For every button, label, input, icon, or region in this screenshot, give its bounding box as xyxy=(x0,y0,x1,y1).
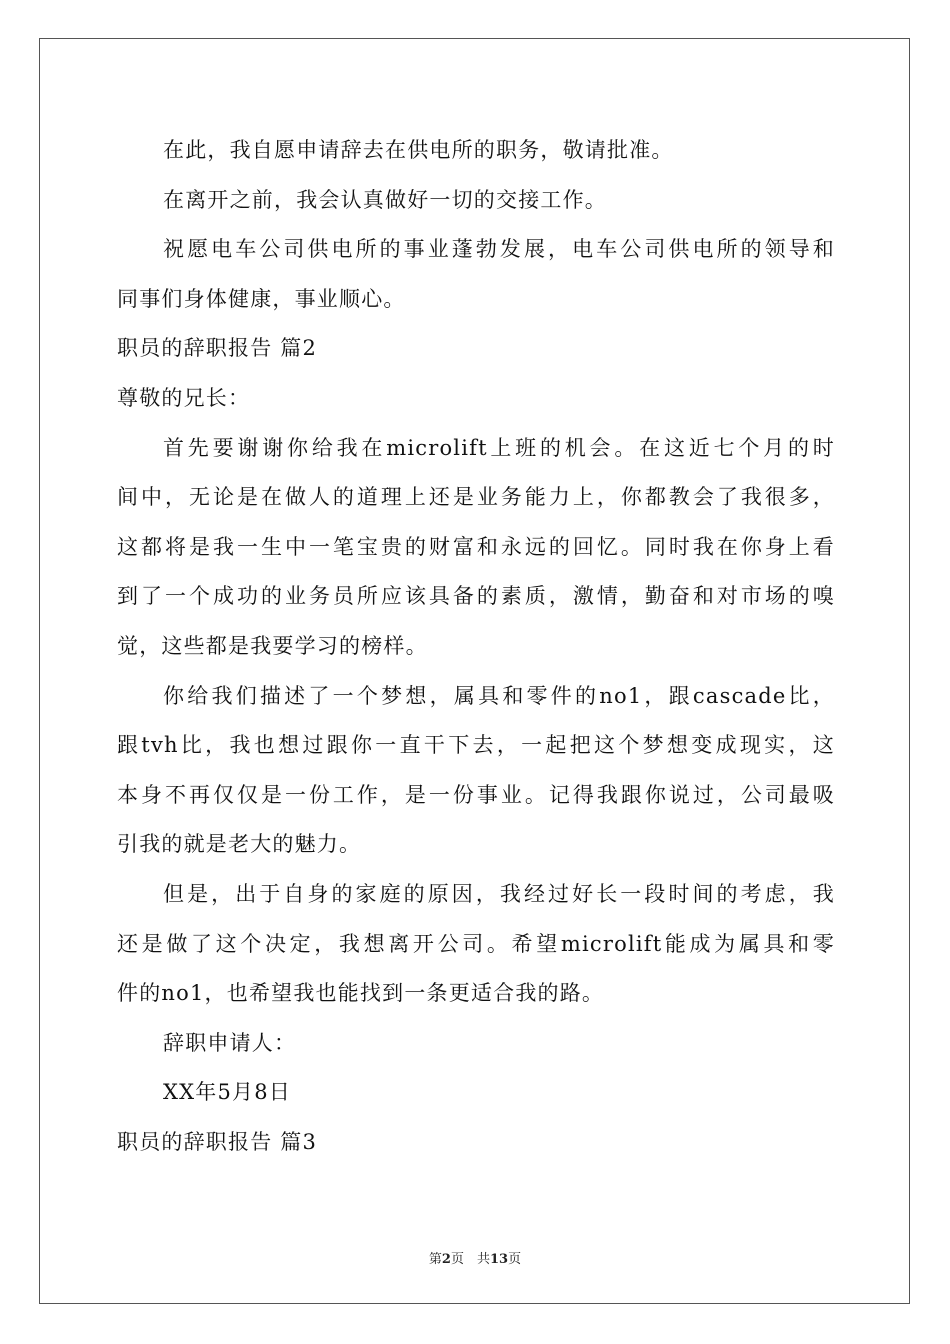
signature-date: XX年5月8日 xyxy=(163,1080,292,1105)
page-total-number: 13 xyxy=(489,1252,509,1267)
paragraph-line: 间中，无论是在做人的道理上还是业务能力上，你都教会了我很多， xyxy=(117,485,835,510)
paragraph-line: 件的no1，也希望我也能找到一条更适合我的路。 xyxy=(117,981,605,1006)
paragraph-line: 引我的就是老大的魅力。 xyxy=(117,832,362,857)
signature-label: 辞职申请人： xyxy=(163,1030,297,1055)
paragraph-line: 但是，出于自身的家庭的原因，我经过好长一段时间的考虑，我 xyxy=(163,881,835,906)
page-current-number: 2 xyxy=(441,1252,451,1267)
paragraph-line: 首先要谢谢你给我在microlift上班的机会。在这近七个月的时 xyxy=(163,435,835,460)
paragraph-line: 同事们身体健康，事业顺心。 xyxy=(117,286,406,311)
page-prefix: 第 xyxy=(428,1252,442,1267)
paragraph-line: 觉，这些都是我要学习的榜样。 xyxy=(117,633,428,658)
document-body xyxy=(117,126,835,1167)
section-heading: 职员的辞职报告 篇2 xyxy=(117,336,318,361)
salutation: 尊敬的兄长： xyxy=(117,385,251,410)
paragraph-line: 你给我们描述了一个梦想，属具和零件的no1，跟cascade比， xyxy=(163,683,835,708)
paragraph-line: 还是做了这个决定，我想离开公司。希望microlift能成为属具和零 xyxy=(117,931,835,956)
paragraph-line: 到了一个成功的业务员所应该具备的素质，激情，勤奋和对市场的嗅 xyxy=(117,584,835,609)
paragraph-line: 这都将是我一生中一笔宝贵的财富和永远的回忆。同时我在你身上看 xyxy=(117,534,835,559)
paragraph-line: 跟tvh比，我也想过跟你一直干下去，一起把这个梦想变成现实，这 xyxy=(117,733,835,758)
paragraph-line: 祝愿电车公司供电所的事业蓬勃发展，电车公司供电所的领导和 xyxy=(163,237,835,262)
paragraph-line: 在离开之前，我会认真做好一切的交接工作。 xyxy=(163,187,607,212)
page-footer xyxy=(0,1248,950,1267)
paragraph-line: 本身不再仅仅是一份工作，是一份事业。记得我跟你说过，公司最吸 xyxy=(117,782,835,807)
page-suffix: 页 xyxy=(508,1252,522,1267)
section-heading: 职员的辞职报告 篇3 xyxy=(117,1129,318,1154)
paragraph-line: 在此，我自愿申请辞去在供电所的职务，敬请批准。 xyxy=(163,138,674,162)
page-mid: 页 共 xyxy=(450,1252,490,1267)
